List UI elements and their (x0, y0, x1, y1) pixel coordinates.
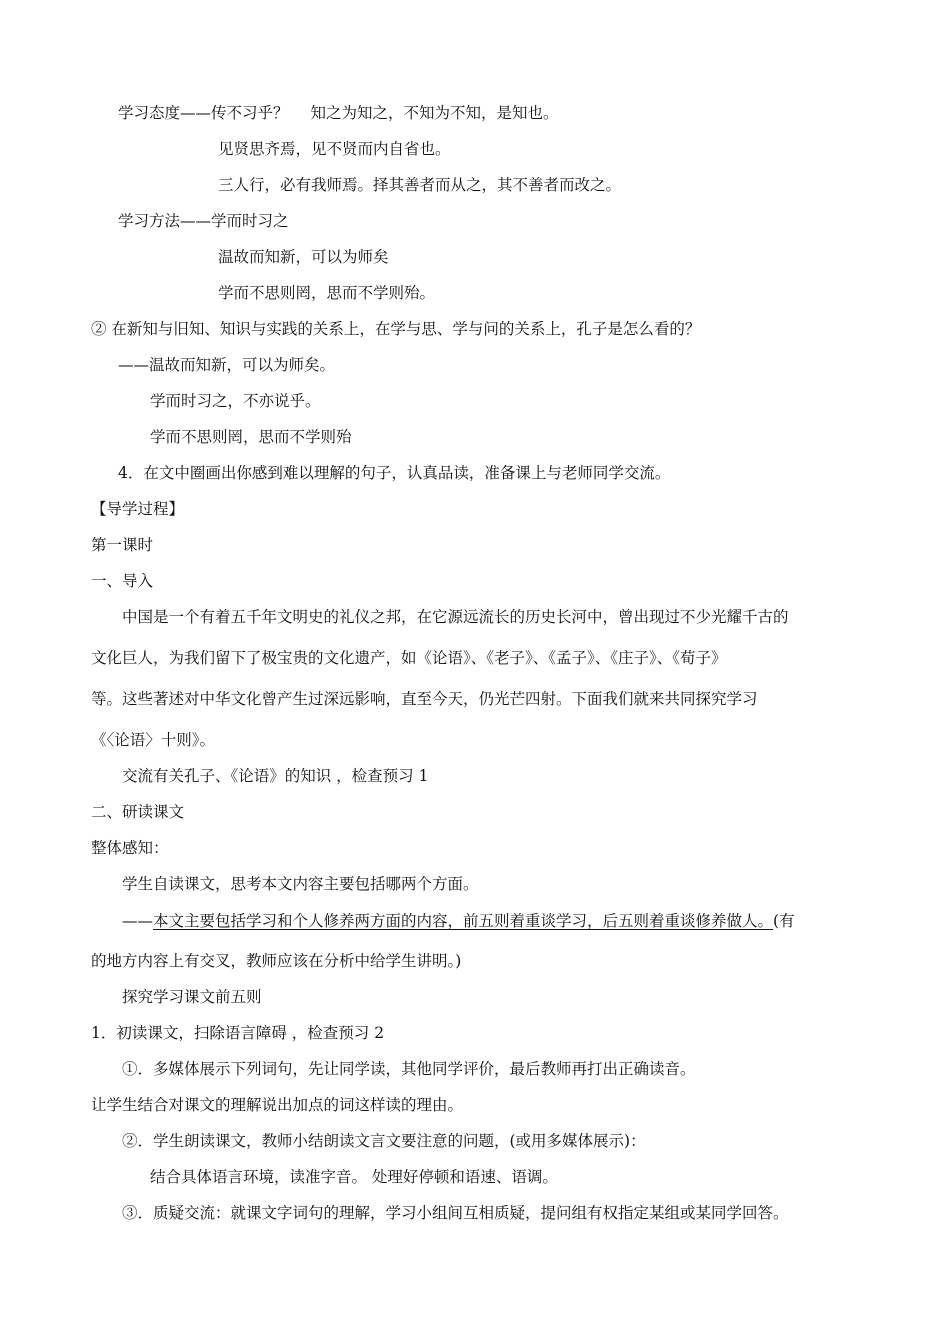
answer-continuation: 的地方内容上有交叉，教师应该在分析中给学生讲明。) (91, 952, 462, 970)
question-2-answer-1: ——温故而知新，可以为师矣。 (118, 356, 336, 374)
intro-paragraph-line-3: 等。这些著述对中华文化曾产生过深远影响，直至今天，仍光芒四射。下面我们就来共同探究学习 (91, 690, 758, 708)
step-1-b-detail: 结合具体语言环境，读准字音。 处理好停顿和语速、语调。 (150, 1168, 558, 1186)
item-4: 4．在文中圈画出你感到难以理解的句子，认真品读，准备课上与老师同学交流。 (118, 464, 671, 482)
explore-heading: 探究学习课文前五则 (122, 988, 262, 1006)
method-label: 学习方法——学而时习之 (118, 212, 289, 230)
self-read-prompt: 学生自读课文，思考本文内容主要包括哪两个方面。 (122, 875, 479, 893)
step-1-a: ①．多媒体展示下列词句，先让同学读，其他同学评价，最后教师再打出正确读音。 (122, 1060, 696, 1078)
intro-paragraph-line-2: 文化巨人，为我们留下了极宝贵的文化遗产，如《论语》、《老子》、《孟子》、《庄子》、《荀子》 (91, 649, 727, 667)
step-1-b: ②．学生朗读课文，教师小结朗读文言文要注意的问题，(或用多媒体展示)： (122, 1132, 646, 1150)
exchange-line: 交流有关孔子、《论语》的知识 ，检查预习 1 (122, 767, 429, 785)
answer-underlined: 本文主要包括学习和个人修养两方面的内容，前五则着重谈学习，后五则着重谈修养做人。 (153, 912, 774, 930)
attitude-quote-3: 三人行，必有我师焉。择其善者而从之，其不善者而改之。 (218, 176, 622, 194)
intro-paragraph-line-4: 《〈论语〉十则》。 (91, 731, 216, 749)
lesson-heading: 第一课时 (91, 536, 154, 554)
part-2-heading: 二、研读课文 (91, 803, 185, 821)
attitude-line (118, 103, 559, 123)
answer-tail: (有 (773, 912, 795, 930)
question-2: ② 在新知与旧知、知识与实践的关系上，在学与思、学与问的关系上，孔子是怎么看的？ (91, 320, 701, 338)
attitude-quote-2: 见贤思齐焉，见不贤而内自省也。 (218, 140, 451, 158)
question-2-answer-2: 学而时习之，不亦说乎。 (150, 392, 321, 410)
intro-paragraph-line-1: 中国是一个有着五千年文明史的礼仪之邦，在它源远流长的历史长河中，曾出现过不少光耀千古的 (122, 608, 789, 626)
method-quote-2: 学而不思则罔，思而不学则殆。 (218, 284, 436, 302)
step-1-c: ③．质疑交流：就课文字词句的理解，学习小组间互相质疑，提问组有权指定某组或某同学回答。 (122, 1204, 789, 1222)
method-quote-1: 温故而知新，可以为师矣 (218, 248, 389, 266)
step-1-a-continuation: 让学生结合对课文的理解说出加点的词这样读的理由。 (91, 1096, 464, 1114)
part-1-heading: 一、导入 (91, 572, 154, 590)
attitude-label: 学习态度——传不习乎？ (118, 104, 289, 122)
question-2-answer-3: 学而不思则罔，思而不学则殆 (150, 428, 352, 446)
attitude-quote-1: 知之为知之，不知为不知，是知也。 (310, 104, 559, 122)
section-heading: 【导学过程】 (91, 500, 185, 518)
overall-perception-label: 整体感知： (91, 839, 169, 857)
step-1: 1．初读课文，扫除语言障碍 ，检查预习 2 (91, 1024, 385, 1042)
answer-line (122, 911, 795, 931)
answer-dash: —— (122, 912, 153, 930)
